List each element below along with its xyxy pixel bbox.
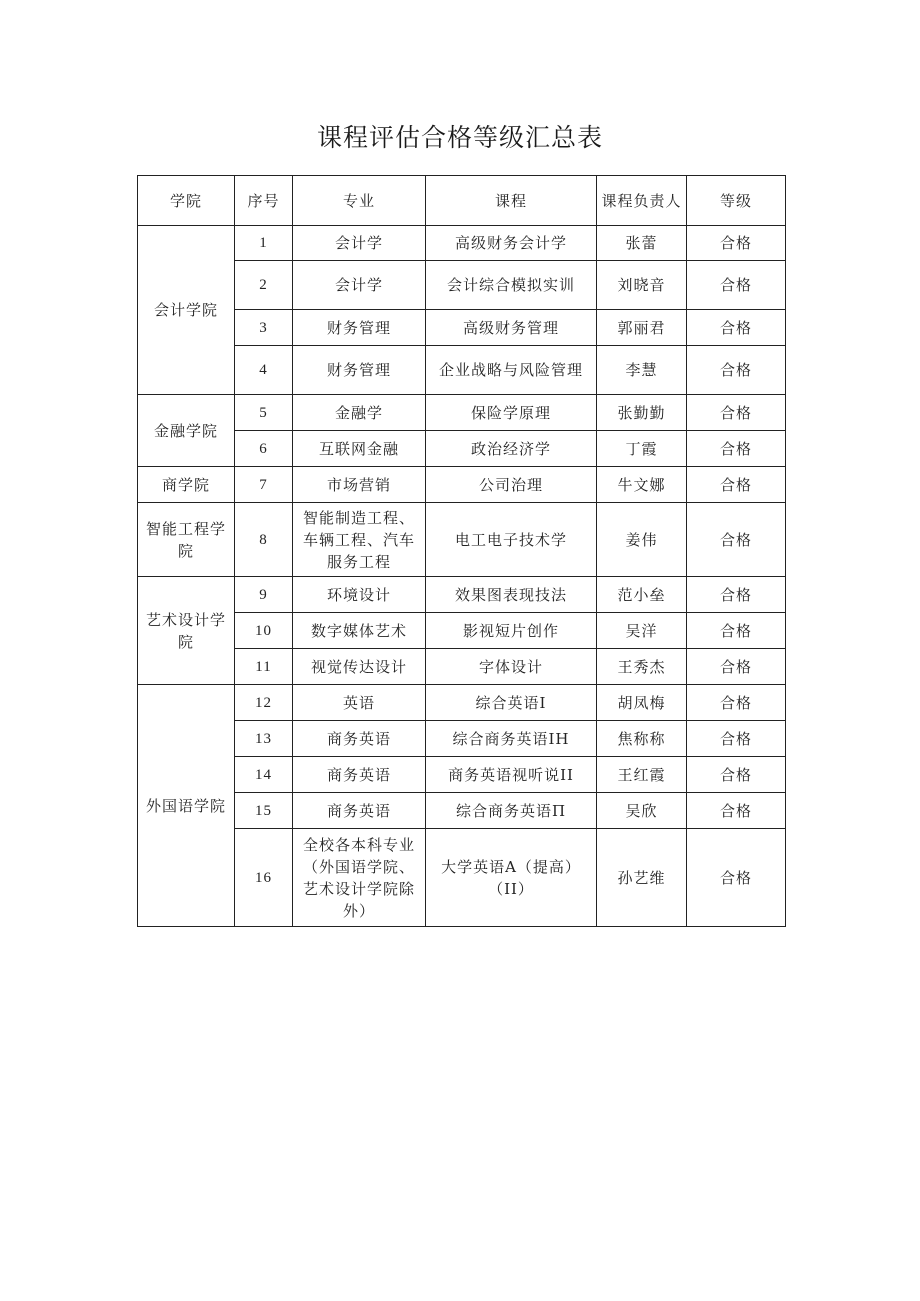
lead-cell: 丁霞 [597, 431, 687, 467]
grade-cell: 合格 [687, 793, 786, 829]
page-title: 课程评估合格等级汇总表 [316, 123, 603, 152]
grade-cell: 合格 [687, 503, 786, 577]
table-row [138, 395, 786, 431]
course-cell: 商务英语视听说II [426, 757, 597, 793]
course-cell: 保险学原理 [426, 395, 597, 431]
table-row [138, 431, 786, 467]
lead-cell: 胡凤梅 [597, 685, 687, 721]
header-grade: 等级 [687, 176, 786, 226]
seq-cell: 5 [235, 395, 293, 431]
header-college: 学院 [138, 176, 235, 226]
grade-cell: 合格 [687, 685, 786, 721]
lead-cell: 张勤勤 [597, 395, 687, 431]
major-cell: 财务管理 [293, 310, 426, 346]
seq-cell: 6 [235, 431, 293, 467]
header-lead: 课程负责人 [597, 176, 687, 226]
grade-cell: 合格 [687, 226, 786, 261]
course-cell: 高级财务会计学 [426, 226, 597, 261]
course-cell: 综合英语I [426, 685, 597, 721]
seq-cell: 9 [235, 577, 293, 613]
grade-cell: 合格 [687, 431, 786, 467]
seq-cell: 4 [235, 346, 293, 395]
table-row [138, 346, 786, 395]
seq-cell: 14 [235, 757, 293, 793]
college-cell: 艺术设计学院 [138, 577, 235, 685]
college-cell: 外国语学院 [138, 685, 235, 927]
header-major: 专业 [293, 176, 426, 226]
seq-cell: 16 [235, 829, 293, 927]
course-cell: 高级财务管理 [426, 310, 597, 346]
table-row [138, 577, 786, 613]
major-cell: 金融学 [293, 395, 426, 431]
lead-cell: 王红霞 [597, 757, 687, 793]
seq-cell: 8 [235, 503, 293, 577]
table-row [138, 793, 786, 829]
major-cell: 会计学 [293, 226, 426, 261]
college-cell: 商学院 [138, 467, 235, 503]
major-cell: 英语 [293, 685, 426, 721]
course-cell: 字体设计 [426, 649, 597, 685]
lead-cell: 姜伟 [597, 503, 687, 577]
course-cell: 企业战略与风险管理 [426, 346, 597, 395]
table-row [138, 757, 786, 793]
grade-cell: 合格 [687, 613, 786, 649]
header-seq: 序号 [235, 176, 293, 226]
table-row [138, 310, 786, 346]
header-course: 课程 [426, 176, 597, 226]
table-row [138, 613, 786, 649]
seq-cell: 2 [235, 261, 293, 310]
table-row [138, 685, 786, 721]
seq-cell: 10 [235, 613, 293, 649]
table-row [138, 226, 786, 261]
course-cell: 综合商务英语Π [426, 793, 597, 829]
college-cell: 金融学院 [138, 395, 235, 467]
grade-cell: 合格 [687, 649, 786, 685]
seq-cell: 1 [235, 226, 293, 261]
grade-cell: 合格 [687, 577, 786, 613]
summary-table [137, 175, 786, 927]
seq-cell: 13 [235, 721, 293, 757]
lead-cell: 吴洋 [597, 613, 687, 649]
seq-cell: 7 [235, 467, 293, 503]
lead-cell: 李慧 [597, 346, 687, 395]
lead-cell: 焦称称 [597, 721, 687, 757]
grade-cell: 合格 [687, 395, 786, 431]
course-cell: 电工电子技术学 [426, 503, 597, 577]
seq-cell: 3 [235, 310, 293, 346]
table-header-row [138, 176, 786, 226]
course-cell: 综合商务英语IH [426, 721, 597, 757]
seq-cell: 11 [235, 649, 293, 685]
major-cell: 市场营销 [293, 467, 426, 503]
major-cell: 视觉传达设计 [293, 649, 426, 685]
major-cell: 会计学 [293, 261, 426, 310]
table-row [138, 829, 786, 927]
course-cell: 政治经济学 [426, 431, 597, 467]
grade-cell: 合格 [687, 721, 786, 757]
course-cell: 大学英语A（提高）（II） [426, 829, 597, 927]
grade-cell: 合格 [687, 829, 786, 927]
grade-cell: 合格 [687, 757, 786, 793]
course-cell: 影视短片创作 [426, 613, 597, 649]
college-cell: 会计学院 [138, 226, 235, 395]
grade-cell: 合格 [687, 261, 786, 310]
major-cell: 环境设计 [293, 577, 426, 613]
lead-cell: 王秀杰 [597, 649, 687, 685]
major-cell: 互联网金融 [293, 431, 426, 467]
major-cell: 财务管理 [293, 346, 426, 395]
major-cell: 商务英语 [293, 793, 426, 829]
lead-cell: 郭丽君 [597, 310, 687, 346]
lead-cell: 吴欣 [597, 793, 687, 829]
table-row [138, 467, 786, 503]
grade-cell: 合格 [687, 310, 786, 346]
grade-cell: 合格 [687, 346, 786, 395]
table-row [138, 503, 786, 577]
major-cell: 全校各本科专业（外国语学院、艺术设计学院除外） [293, 829, 426, 927]
major-cell: 智能制造工程、车辆工程、汽车服务工程 [293, 503, 426, 577]
lead-cell: 刘晓音 [597, 261, 687, 310]
table-row [138, 261, 786, 310]
major-cell: 数字媒体艺术 [293, 613, 426, 649]
lead-cell: 范小垒 [597, 577, 687, 613]
table-row [138, 721, 786, 757]
course-cell: 会计综合模拟实训 [426, 261, 597, 310]
major-cell: 商务英语 [293, 757, 426, 793]
major-cell: 商务英语 [293, 721, 426, 757]
lead-cell: 张蕾 [597, 226, 687, 261]
lead-cell: 孙艺维 [597, 829, 687, 927]
college-cell: 智能工程学院 [138, 503, 235, 577]
grade-cell: 合格 [687, 467, 786, 503]
course-cell: 效果图表现技法 [426, 577, 597, 613]
seq-cell: 12 [235, 685, 293, 721]
table-row [138, 649, 786, 685]
lead-cell: 牛文娜 [597, 467, 687, 503]
seq-cell: 15 [235, 793, 293, 829]
course-cell: 公司治理 [426, 467, 597, 503]
